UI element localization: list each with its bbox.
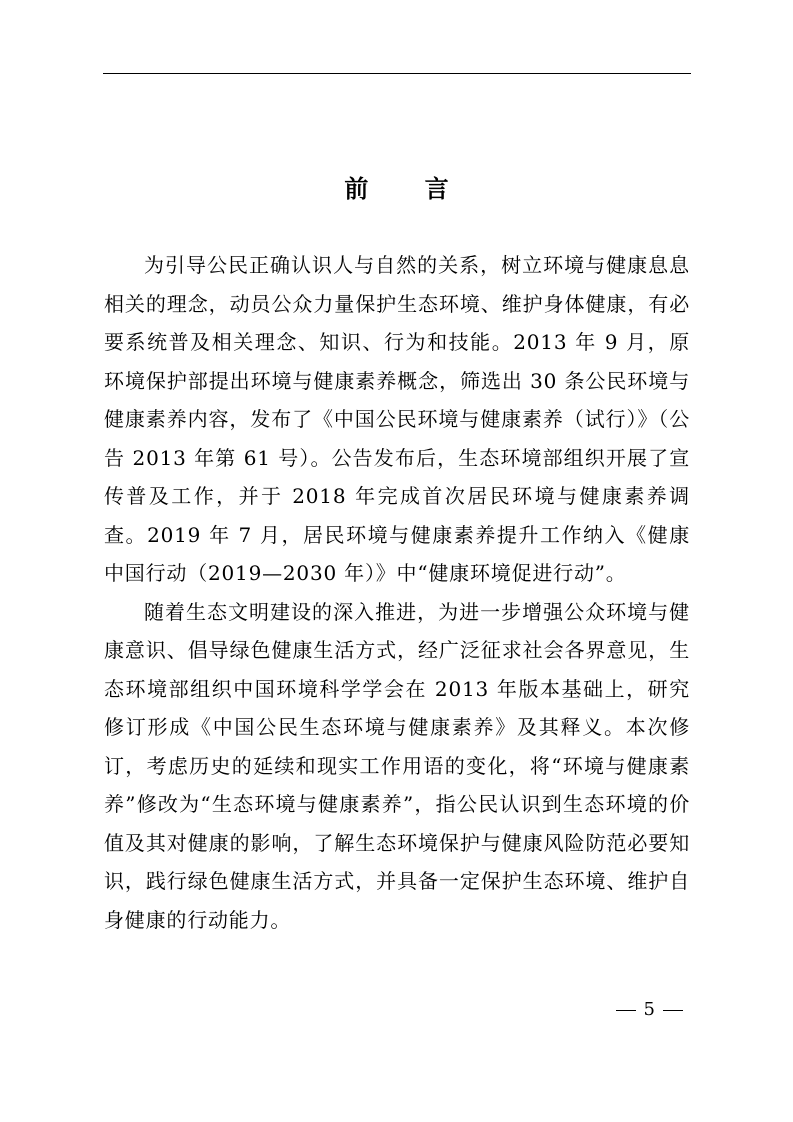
page-number-dash-left bbox=[616, 1010, 636, 1011]
page-number-dash-right bbox=[663, 1010, 683, 1011]
paragraph-1: 为引导公民正确认识人与自然的关系，树立环境与健康息息相关的理念，动员公众力量保护生态环境、维护身体健康，有必要系统普及相关理念、知识、行为和技能。2013 年 9 月，原环境保护部提出环境与健康素养概念，筛选出 30 条公民环境与健康素养内容，发布了《中国公民环境与健康素养（试行）》（公告 2013 年第 61 号）。公告发布后，生态环境部组织开展了宣传普及工作，并于 2018 年完成首次居民环境与健康素养调查。2019 年 7 月，居民环境与健康素养提升工作纳入《健康中国行动（2019—2030 年）》中“健康环境促进行动”。 bbox=[104, 253, 690, 585]
page-number: 5 bbox=[643, 999, 655, 1020]
paragraph-2: 随着生态文明建设的深入推进，为进一步增强公众环境与健康意识、倡导绿色健康生活方式，经广泛征求社会各界意见，生态环境部组织中国环境科学学会在 2013 年版本基础上，研究修订形成《中国公民生态环境与健康素养》及其释义。本次修订，考虑历史的延续和现实工作用语的变化，将“环境与健康素养”修改为“生态环境与健康素养”，指公民认识到生态环境的价值及其对健康的影响，了解生态环境保护与健康风险防范必要知识，践行绿色健康生活方式，并具备一定保护生态环境、维护自身健康的行动能力。 bbox=[104, 599, 690, 932]
page-footer bbox=[608, 998, 691, 1022]
header-rule bbox=[103, 73, 691, 74]
body-text bbox=[104, 246, 690, 939]
page-title: 前 言 bbox=[344, 174, 473, 203]
